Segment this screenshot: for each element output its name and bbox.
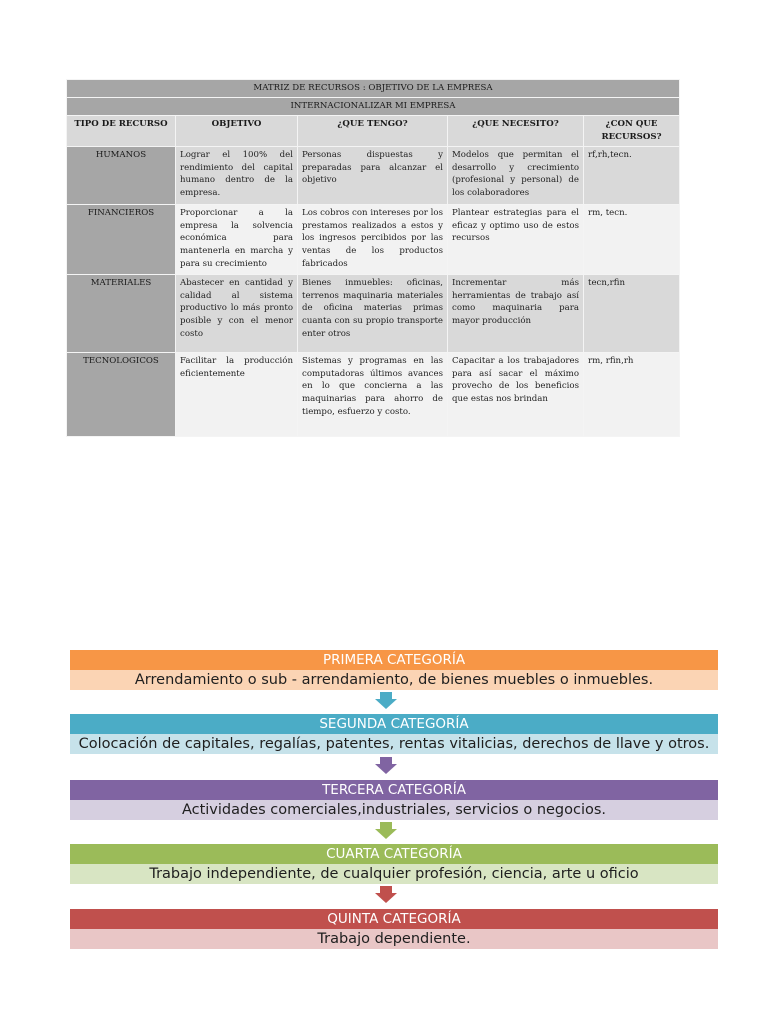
category-title: CUARTA CATEGORÍA <box>70 844 718 864</box>
cell-recursos: tecn,rfin <box>584 275 680 353</box>
category-description: Colocación de capitales, regalías, patentes, rentas vitalicias, derechos de llave y otros. <box>70 734 718 754</box>
table-row <box>67 353 680 437</box>
cell-necesito: Incrementar más herramientas de trabajo así como maquinaria para mayor producción <box>448 275 584 353</box>
cell-objetivo: Facilitar la producción eficientemente <box>176 353 298 437</box>
cell-objetivo: Proporcionar a la empresa la solvencia económica para mantenerla en marcha y para su crecimiento <box>176 205 298 275</box>
category-tercera <box>70 780 718 820</box>
category-cuarta <box>70 844 718 884</box>
cell-necesito: Modelos que permitan el desarrollo y crecimiento (profesional y personal) de los colaboradores <box>448 147 584 205</box>
table-subtitle: INTERNACIONALIZAR MI EMPRESA <box>67 98 680 116</box>
cell-tengo: Los cobros con intereses por los prestamos realizados a estos y los ingresos percibidos por las ventas de los productos fabricados <box>298 205 448 275</box>
cell-recursos: rm, rfin,rh <box>584 353 680 437</box>
cell-tengo: Sistemas y programas en las computadoras últimos avances en lo que concierna a las maquinarias para ahorro de tiempo, esfuerzo y costo. <box>298 353 448 437</box>
cell-necesito: Plantear estrategias para el eficaz y optimo uso de estos recursos <box>448 205 584 275</box>
cell-tengo: Bienes inmuebles: oficinas, terrenos maquinaria materiales de oficina materias primas cuanta con su propio transporte enter otros <box>298 275 448 353</box>
category-title: TERCERA CATEGORÍA <box>70 780 718 800</box>
table-subtitle-row <box>67 98 680 116</box>
cell-tengo: Personas dispuestas y preparadas para alcanzar el objetivo <box>298 147 448 205</box>
header-objetivo: OBJETIVO <box>176 116 298 147</box>
cell-type: MATERIALES <box>67 275 176 353</box>
category-title: PRIMERA CATEGORÍA <box>70 650 718 670</box>
header-que-necesito: ¿QUE NECESITO? <box>448 116 584 147</box>
table-row <box>67 205 680 275</box>
cell-type: TECNOLOGICOS <box>67 353 176 437</box>
category-description: Trabajo independiente, de cualquier profesión, ciencia, arte u oficio <box>70 864 718 884</box>
table-title: MATRIZ DE RECURSOS : OBJETIVO DE LA EMPRESA <box>67 80 680 98</box>
cell-recursos: rm, tecn. <box>584 205 680 275</box>
category-description: Arrendamiento o sub - arrendamiento, de bienes muebles o inmuebles. <box>70 670 718 690</box>
category-segunda <box>70 714 718 754</box>
category-description: Actividades comerciales,industriales, servicios o negocios. <box>70 800 718 820</box>
cell-objetivo: Abastecer en cantidad y calidad al sistema productivo lo más pronto posible y con el menor costo <box>176 275 298 353</box>
table-row <box>67 147 680 205</box>
category-title: SEGUNDA CATEGORÍA <box>70 714 718 734</box>
header-tipo-recurso: TIPO DE RECURSO <box>67 116 176 147</box>
resource-matrix-table <box>66 79 680 437</box>
category-primera <box>70 650 718 690</box>
table-row <box>67 275 680 353</box>
cell-type: HUMANOS <box>67 147 176 205</box>
table-title-row <box>67 80 680 98</box>
cell-objetivo: Lograr el 100% del rendimiento del capital humano dentro de la empresa. <box>176 147 298 205</box>
header-con-que-recursos: ¿CON QUE RECURSOS? <box>584 116 680 147</box>
header-que-tengo: ¿QUE TENGO? <box>298 116 448 147</box>
cell-recursos: rf,rh,tecn. <box>584 147 680 205</box>
category-title: QUINTA CATEGORÍA <box>70 909 718 929</box>
category-quinta <box>70 909 718 949</box>
category-description: Trabajo dependiente. <box>70 929 718 949</box>
table-header-row <box>67 116 680 147</box>
cell-type: FINANCIEROS <box>67 205 176 275</box>
cell-necesito: Capacitar a los trabajadores para así sacar el máximo provecho de los beneficios que estas nos brindan <box>448 353 584 437</box>
